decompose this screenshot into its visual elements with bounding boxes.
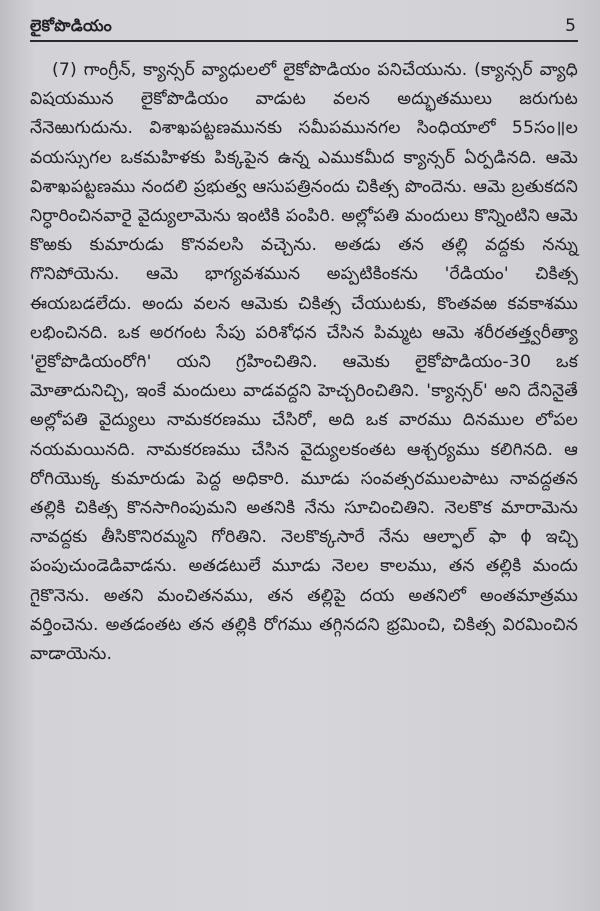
body-paragraph: (7) గాంగ్రీన్, క్యాన్సర్ వ్యాధులలో లైకోపొడియం పనిచేయును. (క్యాన్సర్ వ్యాధి విషయమున లైకోపొడియం వాడుట వలన అద్భుతములు జరుగుట నేనెఱుగుదును. విశాఖపట్టణమునకు సమీపమునగల సింధియాలో 55సం॥ల వయస్సుగల ఒకమహిళకు పిక్కపైన ఉన్న ఎముకమీద క్యాన్సర్ ఏర్పడినది. ఆమె విశాఖపట్టణము నందలి ప్రభుత్వ ఆసుపత్రినందు చికిత్స పొందెను. ఆమె బ్రతుకదని నిర్ధారించినవారై వైద్యులామెను ఇంటికి పంపిరి. అల్లోపతి మందులు కొన్నింటిని ఆమె కొఱకు కుమారుడు కొనవలసి వచ్చెను. అతడు తన తల్లి వద్దకు నన్ను గొనిపోయెను. ఆమె భాగ్యవశమున అప్పటికింకను 'రేడియం' చికిత్స ఈయబడలేదు. అందు వలన ఆమెకు చికిత్స చేయుటకు, కొంతవఱ కవకాశము లభించినది. ఒక అరగంట సేపు పరిశోధన చేసిన పిమ్మట ఆమె శరీరతత్త్వరీత్యా 'లైకోపొడియంరోగి' యని గ్రహించితిని. ఆమెకు లైకోపొడియం-30 ఒక మోతాదునిచ్చి, ఇంకే మందులు వాడవద్దని హెచ్చరించితిని. 'క్యాన్సర్' అని దేనినైతే అల్లోపతి వైద్యులు నామకరణము చేసిరో, అది ఒక వారము దినముల లోపల నయమయినది. నామకరణము చేసిన వైద్యులకంతట ఆశ్చర్యము కలిగినది. ఆ రోగియొక్క కుమారుడు పెద్ద అధికారి. మూడు సంవత్సరములపాటు నావద్దతన తల్లికి చికిత్స కొనసాగింపుమని అతనికి నేను సూచించితిని. నెలకొక మారామెను నావద్దకు తీసికొనిరమ్మని గోరితిని. నెలకొక్కసారే నేను ఆల్ఫాల్ ఫా ϕ ఇచ్చి పంపుచుండెడివాడను. అతడటులే మూడు నెలల కాలము, తన తల్లికి మందు గైకొనెను. అతని మంచితనము, తన తల్లిపై దయ అతనిలో అంతమాత్రము వర్తించెను. అతడంతట తన తల్లికి రోగము తగ్గినదని భ్రమించి, చికిత్స విరమించిన వాడాయెను. bbox=[30, 60, 578, 665]
running-head: లైకోపొడియం bbox=[30, 16, 113, 35]
page-header bbox=[30, 14, 578, 42]
page-number: 5 bbox=[565, 16, 576, 36]
